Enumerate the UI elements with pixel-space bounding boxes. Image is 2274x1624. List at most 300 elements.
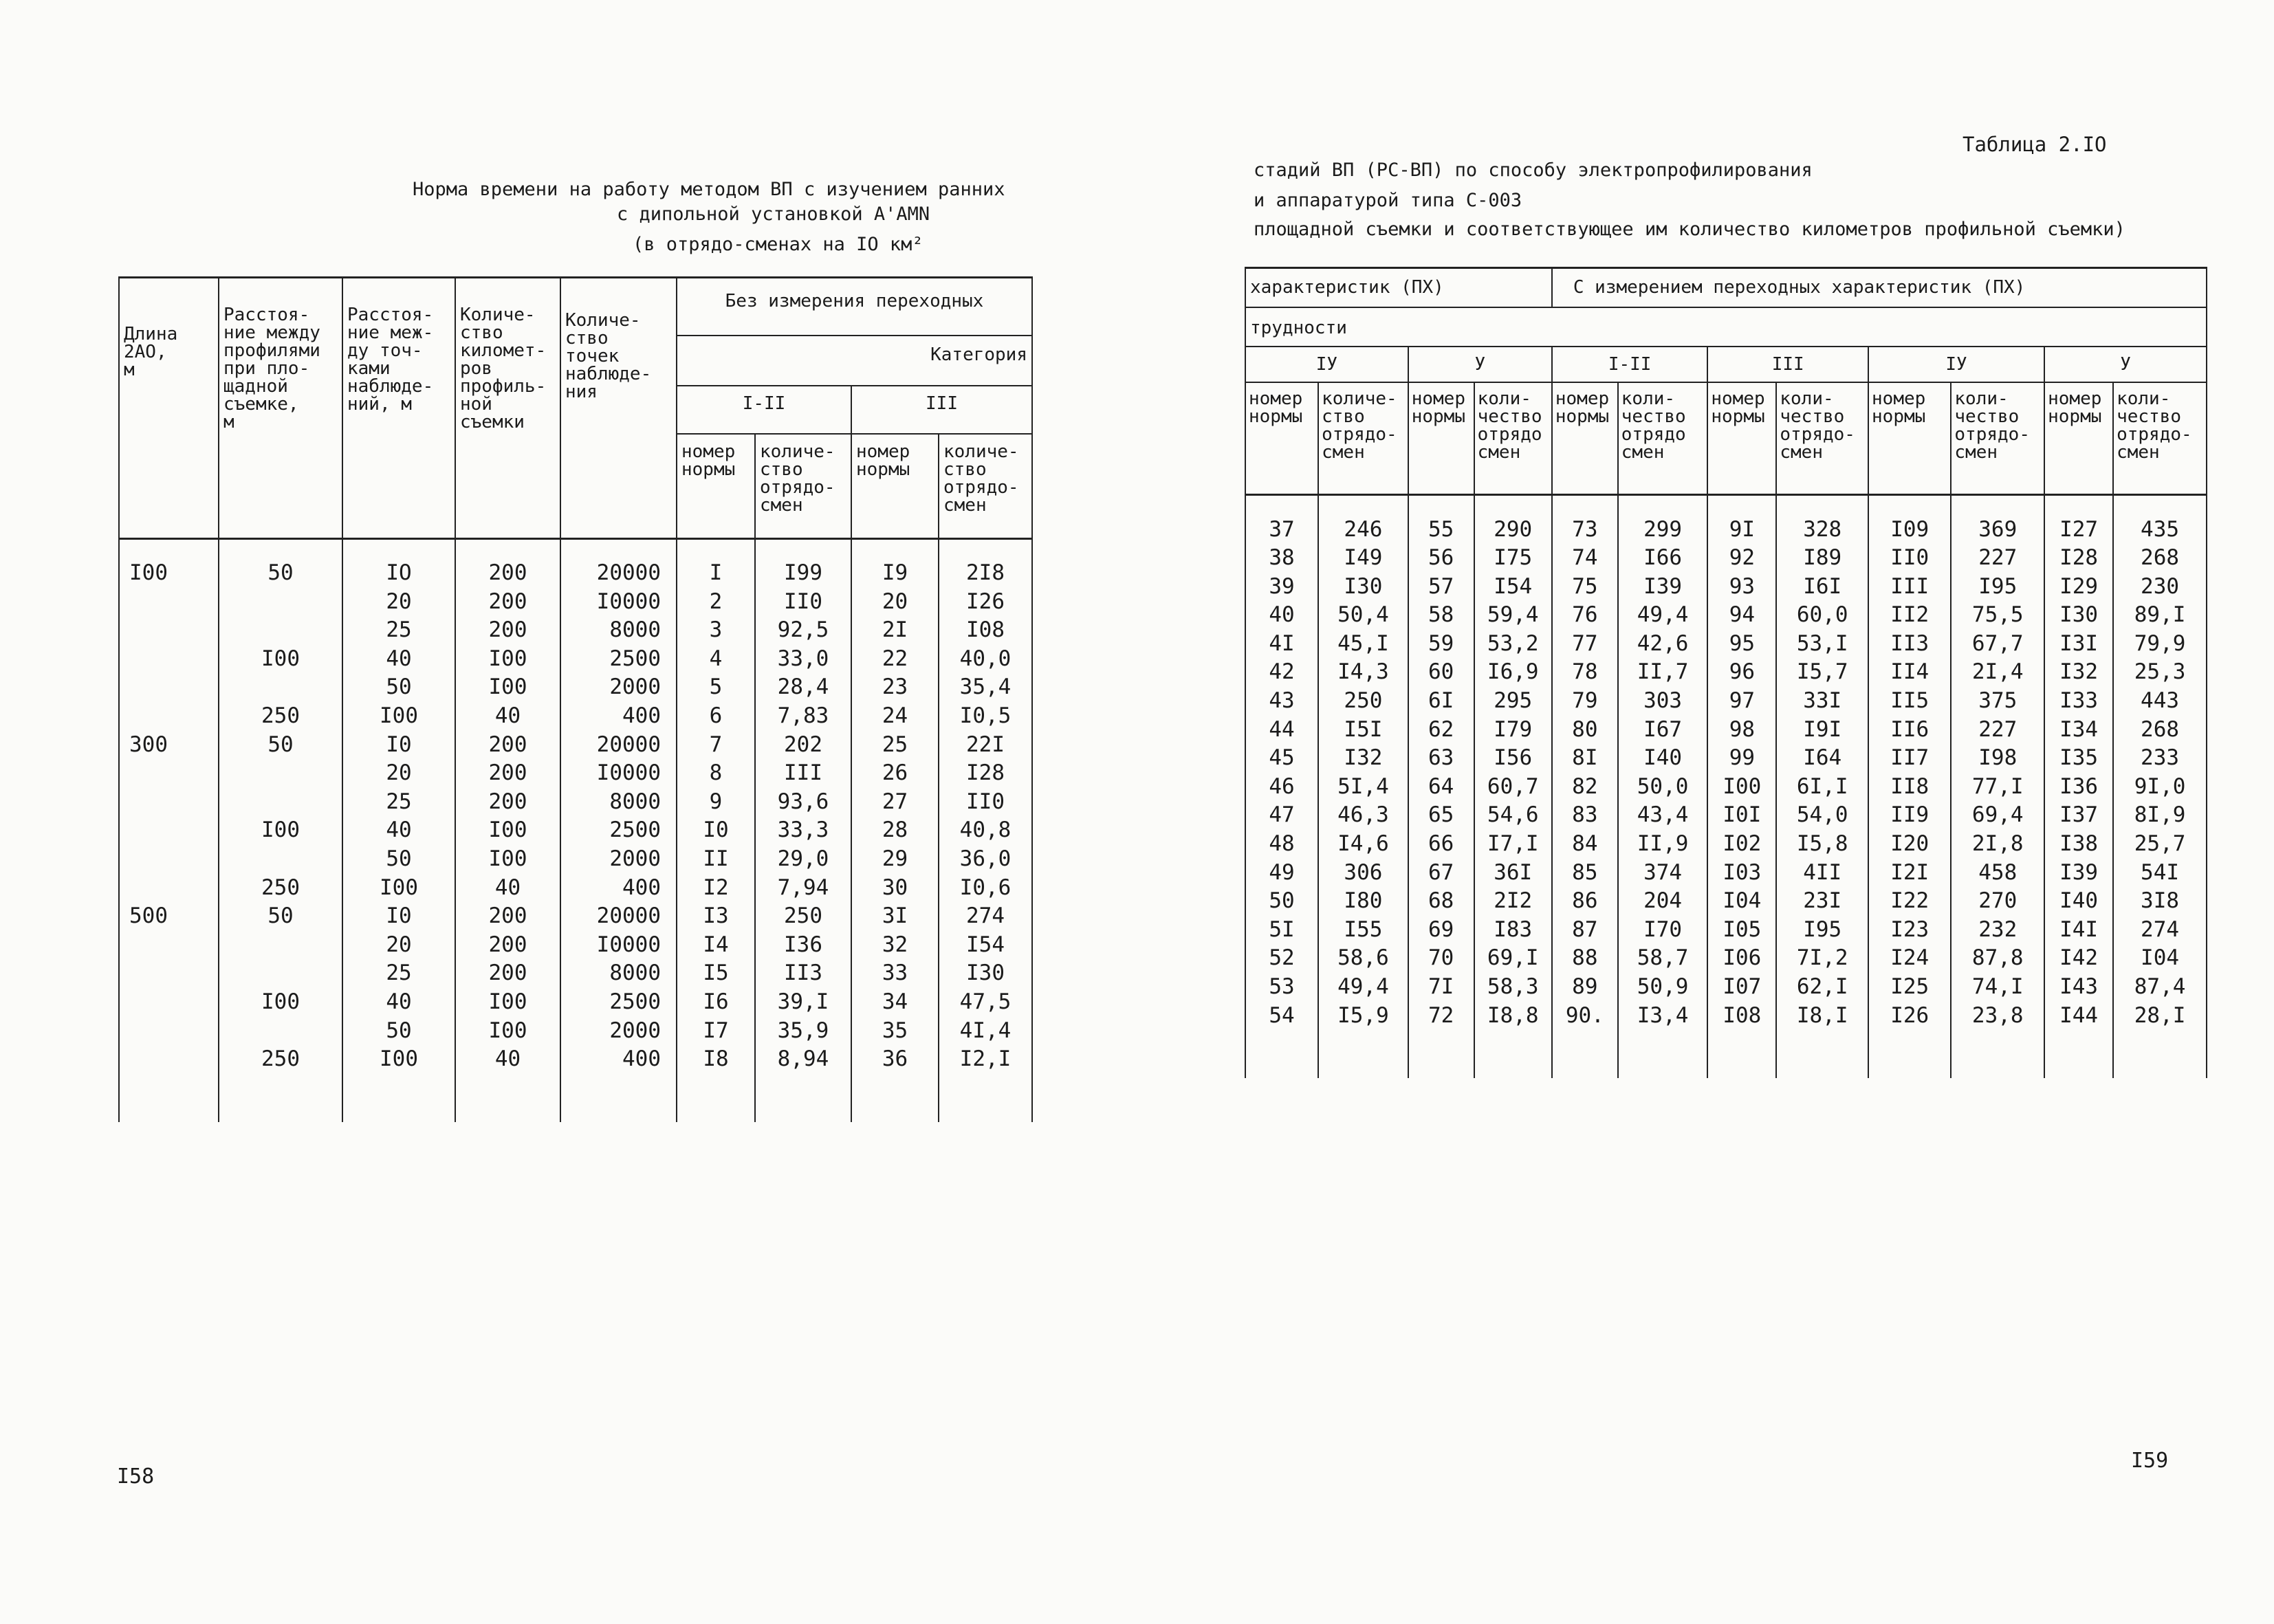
shift-count-cell: 67,7 [1951, 630, 2044, 659]
norm-no-cell: I24 [1868, 944, 1951, 973]
norm-no-cell: 97 [1707, 687, 1776, 716]
dist-points-cell: 20 [342, 759, 455, 788]
table-spacer-cell [1868, 1030, 1951, 1078]
shift-count-cell: I95 [1776, 916, 1868, 945]
table-row [119, 702, 1032, 731]
norm-no-cell: I30 [2044, 601, 2113, 630]
norm-no-cell: I26 [1868, 1002, 1951, 1031]
points-count-cell: 2500 [560, 988, 677, 1017]
shift-count-cell: 53,I [1776, 630, 1868, 659]
table-row [119, 816, 1032, 845]
shift-count-cell: 54I [2113, 859, 2207, 888]
table-spacer-cell [1552, 1030, 1618, 1078]
norm-no-cell: I03 [1707, 859, 1776, 888]
table-spacer-cell [1318, 495, 1408, 516]
norm-no-cell: 23 [851, 673, 939, 702]
shift-count-cell: 375 [1951, 687, 2044, 716]
right-header-count: коли- чество отрядо- смен [2113, 382, 2207, 495]
norm-no-cell: 60 [1408, 658, 1474, 687]
norm-no-cell: I33 [2044, 687, 2113, 716]
left-title-line-2: с дипольной установкой A'AMN [617, 204, 930, 225]
table-row [119, 731, 1032, 760]
shift-count-cell: II3 [755, 959, 851, 988]
shift-count-cell: 92,5 [755, 616, 851, 645]
dist-points-cell: 50 [342, 845, 455, 874]
norm-no-cell: 62 [1408, 716, 1474, 745]
norm-no-cell: I2I [1868, 859, 1951, 888]
norm-no-cell: 88 [1552, 944, 1618, 973]
points-count-cell: 20000 [560, 902, 677, 931]
left-header-dist-profiles: Расстоя- ние между профилями при пло- щадной съемке, м [219, 278, 342, 435]
shift-count-cell: I30 [939, 959, 1032, 988]
shift-count-cell: I80 [1318, 887, 1408, 916]
norm-no-cell: 3 [677, 616, 755, 645]
norm-no-cell: III [1868, 573, 1951, 602]
length-cell [119, 645, 219, 674]
km-count-cell: 200 [455, 588, 560, 617]
table-spacer-cell [1868, 495, 1951, 516]
shift-count-cell: 7I,2 [1776, 944, 1868, 973]
table-row [1245, 916, 2207, 945]
norm-no-cell: 25 [851, 731, 939, 760]
right-header-group-2: У [1408, 347, 1552, 382]
dist-points-cell: 25 [342, 959, 455, 988]
shift-count-cell: 40,0 [939, 645, 1032, 674]
norm-no-cell: I08 [1707, 1002, 1776, 1031]
left-header-spacer [119, 434, 219, 538]
table-row [1245, 830, 2207, 859]
norm-no-cell: II6 [1868, 716, 1951, 745]
norm-no-cell: 2 [677, 588, 755, 617]
length-cell [119, 616, 219, 645]
shift-count-cell: I5,7 [1776, 658, 1868, 687]
norm-no-cell: 22 [851, 645, 939, 674]
shift-count-cell: 54,0 [1776, 801, 1868, 830]
table-spacer-cell [2113, 495, 2207, 516]
shift-count-cell: 23,8 [1951, 1002, 2044, 1031]
left-header-points-count: Количе- ство точек наблюде- ния [560, 278, 677, 435]
shift-count-cell: I67 [1618, 716, 1708, 745]
dist-points-cell: I0 [342, 902, 455, 931]
shift-count-cell: 306 [1318, 859, 1408, 888]
shift-count-cell: 62,I [1776, 973, 1868, 1002]
shift-count-cell: 58,7 [1618, 944, 1708, 973]
shift-count-cell: 230 [2113, 573, 2207, 602]
norm-no-cell: 72 [1408, 1002, 1474, 1031]
table-row [119, 616, 1032, 645]
norm-no-cell: 6I [1408, 687, 1474, 716]
shift-count-cell: I99 [755, 559, 851, 588]
shift-count-cell: 299 [1618, 516, 1708, 545]
norm-no-cell: II [677, 845, 755, 874]
norm-no-cell: I0 [677, 816, 755, 845]
right-title-line-1: стадий ВП (РС-ВП) по способу электропрофилирования [1254, 160, 1813, 181]
dist-profiles-cell [219, 845, 342, 874]
norm-no-cell: I3 [677, 902, 755, 931]
norm-no-cell: 34 [851, 988, 939, 1017]
norm-no-cell: 33 [851, 959, 939, 988]
left-title-line-3: (в отрядо-сменах на IO км² [633, 234, 923, 255]
shift-count-cell: 246 [1318, 516, 1408, 545]
shift-count-cell: I79 [1474, 716, 1552, 745]
shift-count-cell: 2I,8 [1951, 830, 2044, 859]
shift-count-cell: 87,8 [1951, 944, 2044, 973]
table-spacer-cell [851, 1074, 939, 1122]
shift-count-cell: 33I [1776, 687, 1868, 716]
shift-count-cell: I54 [939, 931, 1032, 960]
length-cell [119, 702, 219, 731]
norm-no-cell: I00 [1707, 773, 1776, 802]
shift-count-cell: 303 [1618, 687, 1708, 716]
dist-points-cell: 25 [342, 788, 455, 817]
shift-count-cell: 290 [1474, 516, 1552, 545]
norm-no-cell: 28 [851, 816, 939, 845]
norm-no-cell: 82 [1552, 773, 1618, 802]
shift-count-cell: 87,4 [2113, 973, 2207, 1002]
table-spacer-cell [455, 538, 560, 559]
table-spacer-cell [219, 538, 342, 559]
shift-count-cell: I75 [1474, 544, 1552, 573]
norm-no-cell: 27 [851, 788, 939, 817]
norm-no-cell: 8 [677, 759, 755, 788]
table-row [119, 902, 1032, 931]
norm-no-cell: 30 [851, 874, 939, 903]
shift-count-cell: 233 [2113, 744, 2207, 773]
km-count-cell: 200 [455, 788, 560, 817]
table-row [119, 788, 1032, 817]
left-page-number: I58 [117, 1464, 155, 1489]
dist-profiles-cell [219, 673, 342, 702]
shift-count-cell: 25,7 [2113, 830, 2207, 859]
norm-no-cell: 53 [1245, 973, 1318, 1002]
shift-count-cell: 7,94 [755, 874, 851, 903]
norm-no-cell: 79 [1552, 687, 1618, 716]
table-spacer-cell [560, 1074, 677, 1122]
shift-count-cell: 4I,4 [939, 1017, 1032, 1046]
shift-count-cell: 23I [1776, 887, 1868, 916]
norm-no-cell: 6 [677, 702, 755, 731]
shift-count-cell: 458 [1951, 859, 2044, 888]
norm-no-cell: I37 [2044, 801, 2113, 830]
shift-count-cell: II0 [939, 788, 1032, 817]
shift-count-cell: 232 [1951, 916, 2044, 945]
shift-count-cell: I54 [1474, 573, 1552, 602]
norm-no-cell: II9 [1868, 801, 1951, 830]
shift-count-cell: I5I [1318, 716, 1408, 745]
dist-profiles-cell: 50 [219, 559, 342, 588]
norm-no-cell: 26 [851, 759, 939, 788]
norm-no-cell: 64 [1408, 773, 1474, 802]
shift-count-cell: I4,6 [1318, 830, 1408, 859]
table-row [119, 988, 1032, 1017]
norm-no-cell: I02 [1707, 830, 1776, 859]
shift-count-cell: 79,9 [2113, 630, 2207, 659]
shift-count-cell: 3I8 [2113, 887, 2207, 916]
table-spacer-cell [677, 1074, 755, 1122]
dist-points-cell: I00 [342, 702, 455, 731]
right-header-norm-no: номер нормы [2044, 382, 2113, 495]
norm-no-cell: I38 [2044, 830, 2113, 859]
shift-count-cell: I28 [939, 759, 1032, 788]
shift-count-cell: I04 [2113, 944, 2207, 973]
shift-count-cell: 25,3 [2113, 658, 2207, 687]
norm-no-cell: 63 [1408, 744, 1474, 773]
shift-count-cell: 9I,0 [2113, 773, 2207, 802]
dist-profiles-cell [219, 788, 342, 817]
shift-count-cell: 2I,4 [1951, 658, 2044, 687]
norm-no-cell: 69 [1408, 916, 1474, 945]
length-cell [119, 759, 219, 788]
norm-no-cell: I3I [2044, 630, 2113, 659]
km-count-cell: I00 [455, 845, 560, 874]
norm-no-cell: I39 [2044, 859, 2113, 888]
table-row [1245, 744, 2207, 773]
norm-no-cell: 40 [1245, 601, 1318, 630]
length-cell [119, 588, 219, 617]
shift-count-cell: 50,4 [1318, 601, 1408, 630]
table-spacer-cell [1552, 495, 1618, 516]
km-count-cell: 40 [455, 702, 560, 731]
km-count-cell: 200 [455, 959, 560, 988]
norm-no-cell: 9 [677, 788, 755, 817]
table-spacer-cell [219, 1074, 342, 1122]
shift-count-cell: I6,9 [1474, 658, 1552, 687]
shift-count-cell: 69,I [1474, 944, 1552, 973]
table-row [119, 559, 1032, 588]
table-spacer-cell [1474, 1030, 1552, 1078]
norm-no-cell: 49 [1245, 859, 1318, 888]
norm-no-cell: 86 [1552, 887, 1618, 916]
norm-no-cell: I06 [1707, 944, 1776, 973]
norm-no-cell: 95 [1707, 630, 1776, 659]
points-count-cell: I0000 [560, 588, 677, 617]
shift-count-cell: II0 [755, 588, 851, 617]
shift-count-cell: 2I8 [939, 559, 1032, 588]
table-spacer-cell [455, 1074, 560, 1122]
norm-no-cell: 93 [1707, 573, 1776, 602]
shift-count-cell: 250 [1318, 687, 1408, 716]
length-cell [119, 788, 219, 817]
points-count-cell: 400 [560, 874, 677, 903]
table-spacer-cell [1776, 1030, 1868, 1078]
points-count-cell: 8000 [560, 788, 677, 817]
km-count-cell: I00 [455, 645, 560, 674]
shift-count-cell: I95 [1951, 573, 2044, 602]
table-row [1245, 773, 2207, 802]
norm-no-cell: I20 [1868, 830, 1951, 859]
dist-points-cell: 40 [342, 645, 455, 674]
right-header-count: количе- ство отрядо- смен [1318, 382, 1408, 495]
norm-no-cell: I28 [2044, 544, 2113, 573]
table-row [1245, 716, 2207, 745]
length-cell: I00 [119, 559, 219, 588]
shift-count-cell: 2I2 [1474, 887, 1552, 916]
table-spacer-cell [119, 1074, 219, 1122]
norm-no-cell: 4 [677, 645, 755, 674]
norm-no-cell: I44 [2044, 1002, 2113, 1031]
points-count-cell: 400 [560, 1045, 677, 1074]
table-row [119, 845, 1032, 874]
km-count-cell: 200 [455, 616, 560, 645]
table-spacer-cell [119, 538, 219, 559]
shift-count-cell: I8,8 [1474, 1002, 1552, 1031]
left-title-line-1: Норма времени на работу методом ВП с изучением ранних [413, 179, 1005, 200]
shift-count-cell: 93,6 [755, 788, 851, 817]
shift-count-cell: 75,5 [1951, 601, 2044, 630]
table-spacer-cell [1951, 1030, 2044, 1078]
left-header-count-1: количе- ство отрядо- смен [755, 434, 851, 538]
right-header-count: коли- чество отрядо смен [1618, 382, 1708, 495]
shift-count-cell: 89,I [2113, 601, 2207, 630]
right-header-group-6: У [2044, 347, 2207, 382]
shift-count-cell: 47,5 [939, 988, 1032, 1017]
norm-no-cell: 7I [1408, 973, 1474, 1002]
dist-profiles-cell: 50 [219, 902, 342, 931]
right-norm-table [1245, 267, 2207, 1078]
shift-count-cell: 49,4 [1618, 601, 1708, 630]
points-count-cell: 2500 [560, 816, 677, 845]
left-header-cat-1-2: I-II [677, 386, 851, 434]
shift-count-cell: 369 [1951, 516, 2044, 545]
table-row [119, 874, 1032, 903]
norm-no-cell: 54 [1245, 1002, 1318, 1031]
right-header-count: коли- чество отрядо- смен [1776, 382, 1868, 495]
dist-profiles-cell [219, 759, 342, 788]
shift-count-cell: I3,4 [1618, 1002, 1708, 1031]
shift-count-cell: I40 [1618, 744, 1708, 773]
dist-profiles-cell: I00 [219, 645, 342, 674]
km-count-cell: 200 [455, 759, 560, 788]
shift-count-cell: I39 [1618, 573, 1708, 602]
norm-no-cell: 48 [1245, 830, 1318, 859]
norm-no-cell: I07 [1707, 973, 1776, 1002]
norm-no-cell: I09 [1868, 516, 1951, 545]
shift-count-cell: I0,5 [939, 702, 1032, 731]
right-header-norm-no: номер нормы [1707, 382, 1776, 495]
shift-count-cell: 6I,I [1776, 773, 1868, 802]
shift-count-cell: 274 [2113, 916, 2207, 945]
right-header-count: коли- чество отрядо смен [1474, 382, 1552, 495]
points-count-cell: 2000 [560, 845, 677, 874]
km-count-cell: I00 [455, 816, 560, 845]
shift-count-cell: 35,4 [939, 673, 1032, 702]
norm-no-cell: 4I [1245, 630, 1318, 659]
shift-count-cell: 60,7 [1474, 773, 1552, 802]
norm-no-cell: I [677, 559, 755, 588]
shift-count-cell: 59,4 [1474, 601, 1552, 630]
norm-no-cell: 92 [1707, 544, 1776, 573]
shift-count-cell: I4,3 [1318, 658, 1408, 687]
norm-no-cell: 35 [851, 1017, 939, 1046]
table-spacer-cell [755, 538, 851, 559]
shift-count-cell: 36,0 [939, 845, 1032, 874]
norm-no-cell: I4 [677, 931, 755, 960]
right-header-norm-no: номер нормы [1552, 382, 1618, 495]
shift-count-cell: I49 [1318, 544, 1408, 573]
shift-count-cell: 33,0 [755, 645, 851, 674]
norm-no-cell: 9I [1707, 516, 1776, 545]
shift-count-cell: 202 [755, 731, 851, 760]
norm-no-cell: 7 [677, 731, 755, 760]
dist-points-cell: 25 [342, 616, 455, 645]
shift-count-cell: I32 [1318, 744, 1408, 773]
shift-count-cell: 4II [1776, 859, 1868, 888]
norm-no-cell: I27 [2044, 516, 2113, 545]
km-count-cell: 200 [455, 731, 560, 760]
norm-no-cell: I8 [677, 1045, 755, 1074]
norm-no-cell: II7 [1868, 744, 1951, 773]
right-page-number: I59 [2131, 1449, 2169, 1473]
right-header-group-1: IУ [1245, 347, 1408, 382]
table-spacer-cell [851, 538, 939, 559]
shift-count-cell: 227 [1951, 544, 2044, 573]
left-header-spacer [219, 434, 342, 538]
shift-count-cell: 8I,9 [2113, 801, 2207, 830]
shift-count-cell: I64 [1776, 744, 1868, 773]
shift-count-cell: I56 [1474, 744, 1552, 773]
shift-count-cell: I30 [1318, 573, 1408, 602]
norm-no-cell: 77 [1552, 630, 1618, 659]
norm-no-cell: 98 [1707, 716, 1776, 745]
norm-no-cell: I04 [1707, 887, 1776, 916]
points-count-cell: 20000 [560, 559, 677, 588]
table-row [119, 959, 1032, 988]
length-cell [119, 988, 219, 1017]
dist-profiles-cell: 250 [219, 1045, 342, 1074]
table-row [1245, 944, 2207, 973]
norm-no-cell: 57 [1408, 573, 1474, 602]
shift-count-cell: I8,I [1776, 1002, 1868, 1031]
norm-no-cell: 52 [1245, 944, 1318, 973]
norm-no-cell: 50 [1245, 887, 1318, 916]
shift-count-cell: 58,3 [1474, 973, 1552, 1002]
norm-no-cell: 45 [1245, 744, 1318, 773]
norm-no-cell: I35 [2044, 744, 2113, 773]
norm-no-cell: 76 [1552, 601, 1618, 630]
shift-count-cell: 274 [939, 902, 1032, 931]
norm-no-cell: I32 [2044, 658, 2113, 687]
left-header-km-count: Количе- ство километ- ров профиль- ной съемки [455, 278, 560, 435]
points-count-cell: 2000 [560, 673, 677, 702]
norm-no-cell: 5I [1245, 916, 1318, 945]
shift-count-cell: I89 [1776, 544, 1868, 573]
km-count-cell: 200 [455, 931, 560, 960]
dist-profiles-cell: 50 [219, 731, 342, 760]
length-cell [119, 816, 219, 845]
shift-count-cell: 53,2 [1474, 630, 1552, 659]
norm-no-cell: 20 [851, 588, 939, 617]
shift-count-cell: 22I [939, 731, 1032, 760]
length-cell: 300 [119, 731, 219, 760]
shift-count-cell: II,7 [1618, 658, 1708, 687]
shift-count-cell: 270 [1951, 887, 2044, 916]
km-count-cell: I00 [455, 988, 560, 1017]
shift-count-cell: 435 [2113, 516, 2207, 545]
norm-no-cell: I7 [677, 1017, 755, 1046]
km-count-cell: I00 [455, 1017, 560, 1046]
norm-no-cell: I40 [2044, 887, 2113, 916]
shift-count-cell: 374 [1618, 859, 1708, 888]
shift-count-cell: 58,6 [1318, 944, 1408, 973]
points-count-cell: 400 [560, 702, 677, 731]
right-header-norm-no: номер нормы [1868, 382, 1951, 495]
table-row [1245, 973, 2207, 1002]
length-cell [119, 1017, 219, 1046]
norm-no-cell: 85 [1552, 859, 1618, 888]
table-row [119, 645, 1032, 674]
right-title-line-3: площадной съемки и соответствующее им количество километров профильной съемки) [1254, 219, 2125, 240]
length-cell [119, 874, 219, 903]
